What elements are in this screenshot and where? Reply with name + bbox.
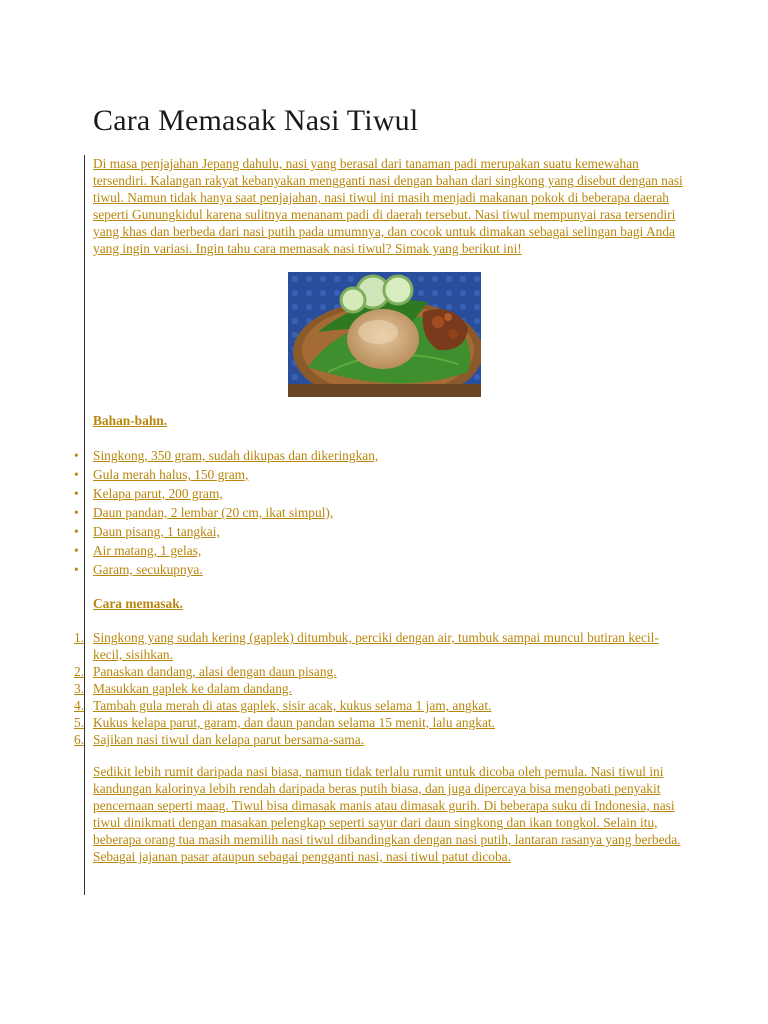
method-steps-list bbox=[74, 629, 684, 748]
bullet-icon: • bbox=[74, 505, 79, 520]
closing-paragraph[interactable]: Sedikit lebih rumit daripada nasi biasa, namun tidak terlalu rumit untuk dicoba oleh pemula. Nasi tiwul ini kandungan kalorinya lebih rendah daripada beras putih biasa, dan juga dipercaya bisa mengobati penyakit pencernaan seperti maag. Tiwul bisa dimasak manis atau dimasak gurih. Di beberapa suku di Indonesia, nasi tiwul dinikmati dengan masakan pelengkap seperti sayur dari daun singkong dan ikan tongkol. Selain itu, beberapa orang tua masih memilih nasi tiwul dibandingkan dengan nasi putih, lantaran rasanya yang berbeda. Sebagai jajanan pasar ataupun sebagai pengganti nasi, nasi tiwul patut dicoba. bbox=[93, 764, 681, 864]
step-number: 1. bbox=[74, 630, 85, 645]
bullet-icon: • bbox=[74, 486, 79, 501]
list-item[interactable]: • Gula merah halus, 150 gram, bbox=[74, 467, 249, 482]
list-item[interactable]: • Daun pisang, 1 tangkai, bbox=[74, 524, 220, 539]
step-text: Kukus kelapa parut, garam, dan daun pandan selama 15 menit, lalu angkat. bbox=[93, 715, 495, 730]
bullet-icon: • bbox=[74, 524, 79, 539]
list-item[interactable]: • Daun pandan, 2 lembar (20 cm, ikat simpul), bbox=[74, 505, 334, 520]
step-text: Masukkan gaplek ke dalam dandang. bbox=[93, 681, 292, 696]
method-heading: Cara memasak. bbox=[93, 596, 184, 611]
bullet-icon: • bbox=[74, 467, 79, 482]
step-text: Sajikan nasi tiwul dan kelapa parut bersama-sama. bbox=[93, 732, 365, 747]
list-item[interactable]: • Air matang, 1 gelas, bbox=[74, 543, 202, 558]
step-number: 5. bbox=[74, 715, 85, 730]
bullet-icon: • bbox=[74, 543, 79, 558]
step-number: 2. bbox=[74, 664, 85, 679]
list-item[interactable] bbox=[74, 680, 684, 697]
nasi-tiwul-photo bbox=[288, 272, 481, 397]
list-item[interactable] bbox=[74, 663, 684, 680]
list-item[interactable]: • Singkong, 350 gram, sudah dikupas dan dikeringkan, bbox=[74, 448, 379, 463]
bullet-icon: • bbox=[74, 448, 79, 463]
page-title: Cara Memasak Nasi Tiwul bbox=[93, 104, 419, 137]
list-item[interactable] bbox=[74, 697, 684, 714]
step-text: Panaskan dandang, alasi dengan daun pisang. bbox=[93, 664, 337, 679]
list-item[interactable] bbox=[74, 714, 684, 731]
step-number: 3. bbox=[74, 681, 85, 696]
step-number: 6. bbox=[74, 732, 85, 747]
list-item[interactable] bbox=[74, 629, 684, 663]
step-number: 4. bbox=[74, 698, 85, 713]
step-text: Singkong yang sudah kering (gaplek) ditumbuk, perciki dengan air, tumbuk sampai muncul butiran kecil-kecil, sisihkan. bbox=[93, 630, 659, 662]
ingredients-heading: Bahan-bahn. bbox=[93, 413, 168, 428]
intro-paragraph[interactable]: Di masa penjajahan Jepang dahulu, nasi yang berasal dari tanaman padi merupakan suatu kemewahan tersendiri. Kalangan rakyat kebanyakan mengganti nasi dengan bahan dari singkong yang disebut dengan nasi tiwul. Namun tidak hanya saat penjajahan, nasi tiwul ini masih menjadi makanan pokok di beberapa daerah seperti Gunungkidul karena sulitnya menanam padi di daerah tersebut. Nasi tiwul mempunyai rasa tersendiri yang khas dan berbeda dari nasi putih pada umumnya, dan cocok untuk dimakan sebagai selingan bagi Anda yang ingin variasi. Ingin tahu cara memasak nasi tiwul? Simak yang berikut ini! bbox=[93, 156, 683, 256]
ingredients-list bbox=[74, 446, 378, 579]
list-item[interactable]: • Garam, secukupnya. bbox=[74, 562, 203, 577]
food-illustration bbox=[288, 272, 481, 397]
list-item[interactable]: • Kelapa parut, 200 gram, bbox=[74, 486, 223, 501]
bullet-icon: • bbox=[74, 562, 79, 577]
list-item[interactable] bbox=[74, 731, 684, 748]
step-text: Tambah gula merah di atas gaplek, sisir acak, kukus selama 1 jam, angkat. bbox=[93, 698, 492, 713]
